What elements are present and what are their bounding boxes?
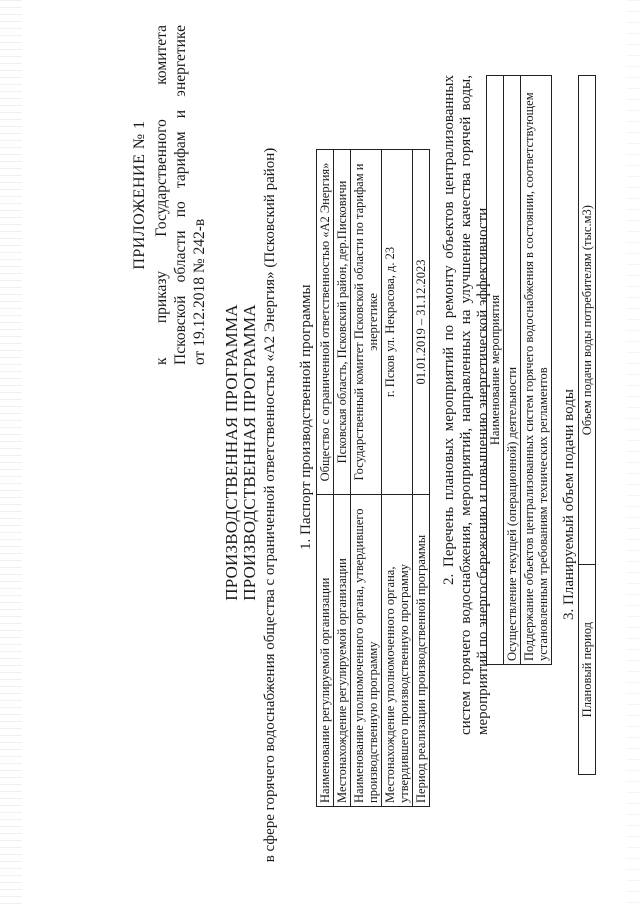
passport-value: Общество с ограниченной ответственностью «А2 Энергия» bbox=[317, 150, 334, 495]
volume-col-period: Плановый период bbox=[579, 565, 596, 775]
table-row bbox=[351, 150, 382, 807]
measures-intro: 2. Перечень плановых мероприятий по ремонту объектов централизованных систем горячего водоснабжения, мероприятий, направленных на улучшение качества горячей воды, мероприятий по энергосбережению и повышению энергетической эффективности bbox=[441, 75, 491, 735]
appendix-line-2: Псковской области по тарифам и энергетике bbox=[172, 25, 189, 365]
passport-value: Государственный комитет Псковской области по тарифам и энергетике bbox=[351, 150, 382, 495]
measure-item: Осуществление текущей (операционной) деятельности bbox=[504, 76, 521, 665]
passport-label: Период реализации производственной программы bbox=[413, 495, 430, 807]
table-header-row bbox=[579, 76, 596, 775]
passport-value: г. Псков ул. Некрасова, д. 23 bbox=[382, 150, 413, 495]
passport-value: 01.01.2019 – 31.12.2023 bbox=[413, 150, 430, 495]
measures-header: Наименование мероприятия bbox=[487, 76, 504, 665]
program-title: ПРОИЗВОДСТВЕННАЯ ПРОГРАММА bbox=[222, 304, 241, 601]
volume-heading: 3. Планируемый объем подачи воды bbox=[561, 389, 577, 620]
volume-table bbox=[578, 75, 596, 775]
program-subtitle: в сфере горячего водоснабжения общества с ограниченной ответственностью «А2 Энергия» (Псковский район) bbox=[262, 147, 278, 863]
table-header-row bbox=[487, 76, 504, 665]
passport-label: Наименование уполномоченного органа, утвердившего производственную программу bbox=[351, 495, 382, 807]
table-row bbox=[504, 76, 521, 665]
table-row bbox=[413, 150, 430, 807]
table-row bbox=[317, 150, 334, 807]
table-row bbox=[382, 150, 413, 807]
passport-heading: 1. Паспорт производственной программы bbox=[298, 284, 314, 550]
volume-col-amount: Объем подачи воды потребителям (тыс.м3) bbox=[579, 76, 596, 565]
program-title-repeat: ПРОИЗВОДСТВЕННАЯ ПРОГРАММА bbox=[240, 304, 259, 601]
appendix-title: ПРИЛОЖЕНИЕ № 1 bbox=[131, 120, 148, 270]
passport-label: Местонахождение уполномоченного органа, утвердившего производственную программу bbox=[382, 495, 413, 807]
passport-label: Местонахождение регулируемой организации bbox=[334, 495, 351, 807]
passport-value: Псковская область, Псковский район, дер.Писковичи bbox=[334, 150, 351, 495]
measures-table bbox=[486, 75, 552, 665]
passport-table bbox=[316, 149, 430, 807]
table-row bbox=[521, 76, 552, 665]
appendix-line-1: к приказу Государственного комитета bbox=[153, 25, 170, 365]
passport-label: Наименование регулируемой организации bbox=[317, 495, 334, 807]
table-row bbox=[334, 150, 351, 807]
measure-item: Поддержание объектов централизованных систем горячего водоснабжения в состоянии, соответствующем установленным требованиям технических регламентов bbox=[521, 76, 552, 665]
appendix-block bbox=[130, 25, 209, 365]
appendix-line-3: от 19.12.2018 № 242-в bbox=[191, 218, 208, 365]
